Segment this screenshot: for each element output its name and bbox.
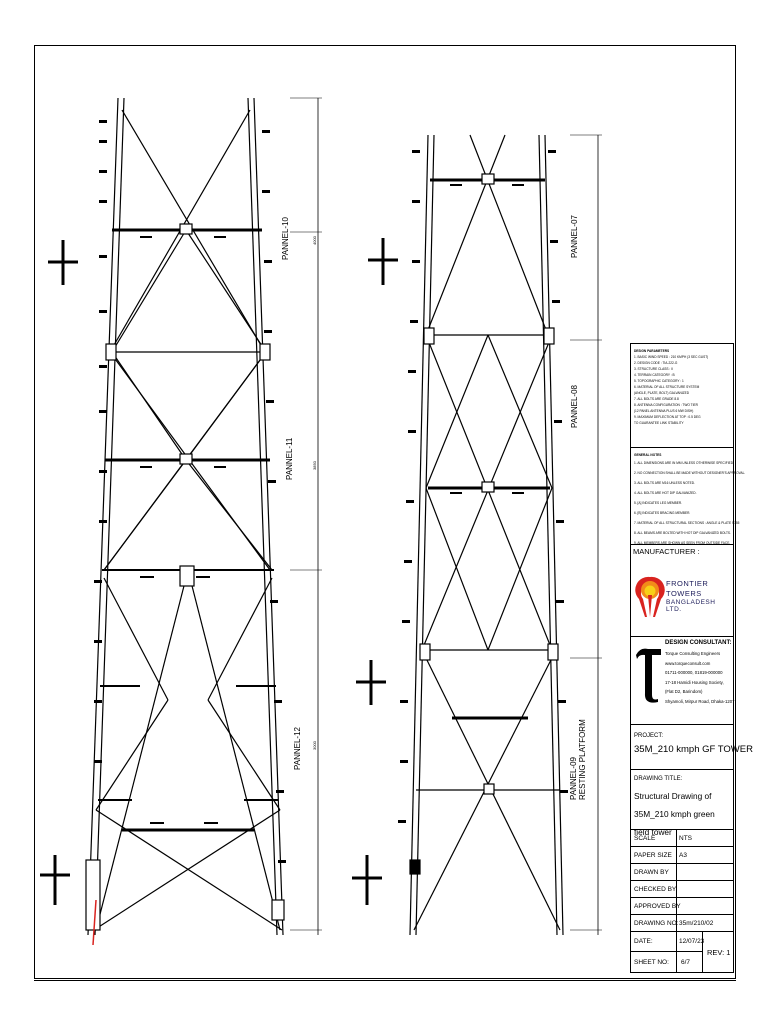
project-label: PROJECT:: [634, 733, 664, 739]
title-block: [630, 343, 753, 973]
design-param-line: 5. TOPOGRAPHIC CATEGORY : 1: [634, 379, 684, 383]
rev-value: REV: 1: [707, 948, 731, 957]
consultant-line: Shyamoli, Mirpur Road, Dhaka-1207: [665, 698, 735, 704]
design-parameters-heading: DESIGN PARAMETERS: [634, 349, 670, 353]
panel-label-10: PANNEL-10: [281, 217, 290, 260]
general-note-line: 6. [B] INDICATES BRACING MEMBER.: [634, 511, 691, 515]
dim-label-2: 3850: [312, 461, 317, 470]
date-sheet-rev-block: [631, 932, 733, 972]
left-leg-outer: [88, 98, 118, 935]
paper-size-key: PAPER SIZE: [634, 852, 672, 859]
design-param-line: (12 PANEL ANTENNA PLUS 6 MW DISH): [634, 409, 694, 413]
panel-label-08: PANNEL-08: [570, 385, 579, 428]
general-note-line: 5. [A] INDICATES LEG MEMBER.: [634, 501, 683, 505]
left-connection-details: [40, 240, 78, 905]
project-value: 35M_210 kmph GF TOWER: [634, 744, 753, 755]
drawing-no-value: 35m/210/02: [679, 920, 714, 927]
paper-size-row: [631, 847, 733, 864]
sheet-cell: [631, 952, 703, 972]
consultant-line: 17-18 Hamidi Housing Society,: [665, 679, 724, 685]
date-cell: [631, 932, 703, 952]
right-leg-inner: [248, 98, 277, 935]
manufacturer-name-1: FRONTIER: [666, 579, 709, 588]
general-note-line: 1. ALL DIMENSIONS ARE IN MM UNLESS OTHERWISE SPECIFIED.: [634, 461, 734, 465]
general-notes-heading: GENERAL NOTES: [634, 453, 662, 457]
resting-platform-label: RESTING PLATFORM: [578, 719, 587, 800]
checked-by-row: [631, 881, 733, 898]
checked-by-key: CHECKED BY: [634, 886, 677, 893]
sheet-value: 6/7: [681, 959, 691, 966]
design-param-line: 9. MAXIMUM DEFLECTION AT TOP : 0.5 DEG: [634, 415, 701, 419]
general-note-line: 2. NO CONNECTION SHALL BE MADE WITHOUT DESIGNER'S APPROVAL.: [634, 471, 746, 475]
approved-by-row: [631, 898, 733, 915]
design-param-line: 8. ANTENNA CONFIGURATION : TWO TIER: [634, 403, 698, 407]
design-param-line: 7. ALL BOLTS ARE GRADE 8.8: [634, 397, 679, 401]
manufacturer-name-2: TOWERS: [666, 589, 702, 598]
scale-value: NTS: [679, 835, 692, 842]
consultant-line: www.torqueconsult.com: [665, 660, 711, 666]
design-param-line: 3. STRUCTURE CLASS : II: [634, 367, 673, 371]
drawn-by-row: [631, 864, 733, 881]
tau-logo-icon: [634, 645, 662, 703]
panel-label-09: PANNEL-09: [569, 757, 578, 800]
right-leg-outer: [254, 98, 283, 935]
drawing-title-section: [631, 770, 733, 837]
consultant-line: Torque Consulting Engineers: [665, 651, 721, 656]
project-section: [631, 725, 753, 770]
manufacturer-label: MANUFACTURER :: [633, 547, 700, 556]
consultant-line: (Flat D2, Barindom): [665, 689, 703, 694]
design-param-line: TO GUARANTEE LINK STABILITY: [634, 421, 684, 425]
scale-row: [631, 830, 733, 847]
sheet-key: SHEET NO:: [634, 959, 669, 966]
drawn-by-key: DRAWN BY: [634, 869, 669, 876]
paper-size-value: A3: [679, 852, 687, 859]
scale-key: SCALE: [634, 835, 656, 842]
design-parameters-section: [631, 344, 733, 448]
consultant-line: 01711-000000, 01819-000000: [665, 670, 723, 675]
drawing-title-value: Structural Drawing of 35M_210 kmph green field tower: [634, 791, 715, 837]
general-note-line: 7. MATERIAL OF ALL STRUCTURAL SECTIONS : ANGLE & PLATE S355: [634, 521, 740, 525]
approved-by-key: APPROVED BY: [634, 903, 681, 910]
consultant-label: DESIGN CONSULTANT:: [665, 640, 732, 646]
drawing-no-key: DRAWING NO:: [634, 920, 679, 927]
date-value: 12/07/23: [679, 938, 705, 945]
panel-label-07: PANNEL-07: [570, 215, 579, 258]
design-param-line: 1. BASIC WIND SPEED : 210 KMPH (3 SEC GUST): [634, 355, 709, 359]
dim-label-3: 3000: [312, 741, 317, 750]
drawing-no-row: [631, 915, 733, 932]
general-note-line: 4. ALL BOLTS ARE HOT DIP GALVANIZED.: [634, 491, 697, 495]
general-note-line: 8. ALL BEAMS ARE BOLTED WITH HOT DIP GALVANIZED BOLTS.: [634, 531, 731, 535]
manufacturer-name-3: BANGLADESH LTD.: [666, 599, 716, 613]
consultant-section: [631, 637, 733, 725]
manufacturer-section: [631, 545, 733, 637]
design-param-line: (ANGLE, PLATE, BOLT) GALVANIZED: [634, 391, 690, 395]
design-param-line: 4. TERRAIN CATEGORY : B: [634, 373, 675, 377]
design-param-line: 6. MATERIAL OF ALL STRUCTURE SYSTEM: [634, 385, 700, 389]
left-leg-inner: [95, 98, 124, 935]
general-note-line: 9. ALL MEMBERS ARE SHOWN AS SEEN FROM OUTSIDE FACE.: [634, 541, 731, 545]
general-notes-section: [631, 448, 746, 545]
panel-label-12: PANNEL-12: [293, 727, 302, 770]
right-connection-details: [352, 238, 398, 905]
frontier-towers-logo-icon: [635, 573, 665, 617]
panel-label-11: PANNEL-11: [285, 437, 294, 480]
dim-label-1: 4000: [312, 236, 317, 245]
date-key: DATE:: [634, 938, 653, 945]
general-note-line: 3. ALL BOLTS ARE M16 UNLESS NOTED.: [634, 481, 695, 485]
design-param-line: 2. DESIGN CODE : TIA-222-G: [634, 361, 678, 365]
drawing-title-label: DRAWING TITLE:: [634, 776, 683, 782]
